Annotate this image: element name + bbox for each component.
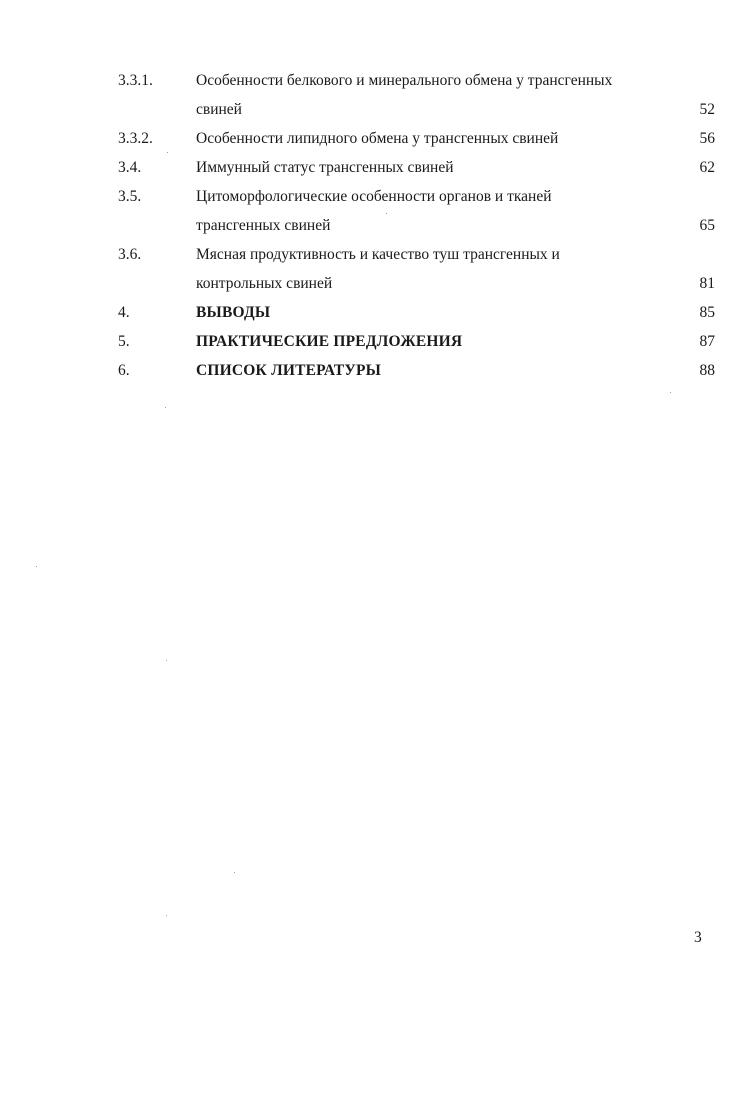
- toc-section-number: 3.5.: [118, 188, 142, 205]
- table-of-contents: [0, 66, 733, 385]
- toc-section-number: 3.3.2.: [118, 130, 153, 147]
- toc-section-number: 6.: [118, 362, 130, 379]
- toc-section-number: 3.6.: [118, 246, 142, 263]
- toc-page-number: 88: [699, 362, 715, 379]
- toc-entry: [0, 356, 733, 385]
- toc-section-title: Мясная продуктивность и качество туш трансгенных и: [196, 246, 560, 263]
- toc-section-title: Особенности белкового и минерального обмена у трансгенных: [196, 72, 613, 89]
- toc-section-number: 3.3.1.: [118, 72, 153, 89]
- toc-section-title: Особенности липидного обмена у трансгенных свиней: [196, 130, 559, 147]
- toc-section-number: 4.: [118, 304, 130, 321]
- scan-speck: [670, 392, 671, 393]
- toc-page-number: 52: [699, 101, 715, 118]
- toc-page-number: 81: [699, 275, 715, 292]
- toc-entry: [0, 298, 733, 327]
- toc-section-title: СПИСОК ЛИТЕРАТУРЫ: [196, 362, 382, 379]
- toc-section-title: ПРАКТИЧЕСКИЕ ПРЕДЛОЖЕНИЯ: [196, 333, 463, 350]
- toc-page-number: 87: [699, 333, 715, 350]
- toc-entry: [0, 182, 733, 211]
- scan-speck: [386, 213, 387, 214]
- toc-section-title: Цитоморфологические особенности органов и тканей: [196, 188, 552, 205]
- toc-page-number: 62: [699, 159, 715, 176]
- toc-entry-continuation: [0, 211, 733, 240]
- scan-speck: [165, 407, 166, 408]
- toc-page-number: 56: [699, 130, 715, 147]
- toc-entry: [0, 327, 733, 356]
- scan-speck: [166, 915, 167, 916]
- toc-entry: [0, 66, 733, 95]
- toc-entry: [0, 153, 733, 182]
- scan-speck: [234, 872, 235, 873]
- toc-entry: [0, 240, 733, 269]
- toc-section-title: контрольных свиней: [196, 275, 333, 292]
- toc-entry-continuation: [0, 95, 733, 124]
- toc-page-number: 65: [699, 217, 715, 234]
- toc-page-number: 85: [699, 304, 715, 321]
- toc-section-title: Иммунный статус трансгенных свиней: [196, 159, 454, 176]
- scan-speck: [166, 660, 167, 661]
- toc-entry-continuation: [0, 269, 733, 298]
- toc-section-title: ВЫВОДЫ: [196, 304, 271, 321]
- toc-section-number: 3.4.: [118, 159, 142, 176]
- page-number: 3: [694, 929, 702, 946]
- scan-speck: [167, 152, 168, 153]
- toc-section-number: 5.: [118, 333, 130, 350]
- toc-entry: [0, 124, 733, 153]
- scan-speck: [36, 566, 37, 567]
- toc-section-title: свиней: [196, 101, 242, 118]
- toc-section-title: трансгенных свиней: [196, 217, 331, 234]
